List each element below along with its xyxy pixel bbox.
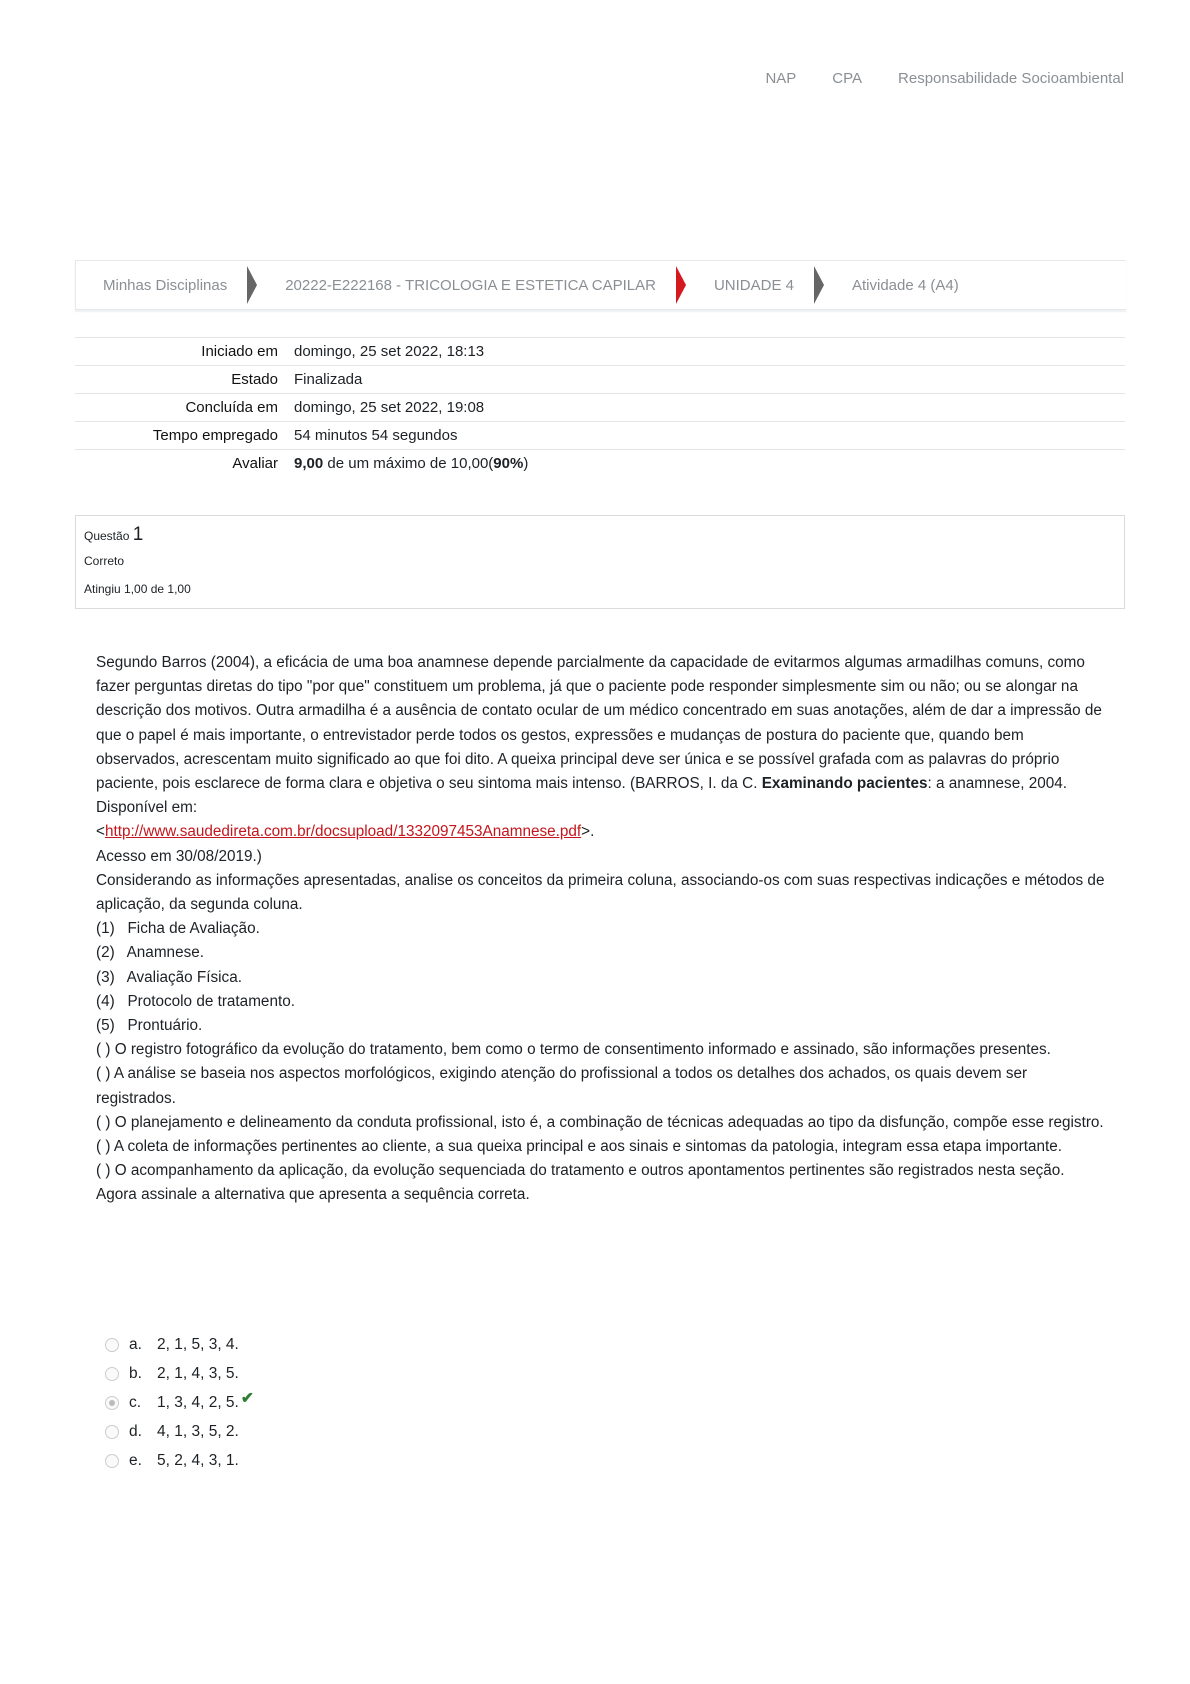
summary-row-state bbox=[75, 366, 1125, 394]
statement-item: ( ) O acompanhamento da aplicação, da evolução sequenciada do tratamento e outros apontamentos pertinentes são registrados nesta seção. bbox=[96, 1162, 1065, 1180]
radio-button[interactable] bbox=[105, 1425, 119, 1439]
label: Tempo empregado bbox=[75, 422, 286, 450]
gt: >. bbox=[581, 823, 595, 841]
option-letter: c. bbox=[129, 1393, 142, 1411]
breadcrumb-activity[interactable]: Atividade 4 (A4) bbox=[851, 276, 959, 294]
option-a[interactable] bbox=[105, 1330, 254, 1359]
grade: 9,00 bbox=[294, 455, 324, 472]
intro-paragraph bbox=[96, 651, 1106, 820]
option-e[interactable] bbox=[105, 1446, 254, 1475]
attempt-summary-table bbox=[75, 337, 1125, 477]
link-line bbox=[96, 820, 1106, 844]
answer-options bbox=[105, 1330, 254, 1475]
label: Avaliar bbox=[75, 450, 286, 478]
breadcrumb bbox=[75, 260, 1126, 310]
question-info-box bbox=[75, 515, 1125, 609]
option-text: 2, 1, 4, 3, 5. bbox=[157, 1364, 239, 1382]
option-b[interactable] bbox=[105, 1359, 254, 1388]
summary-row-started bbox=[75, 338, 1125, 366]
lt: < bbox=[96, 823, 105, 841]
option-c[interactable] bbox=[105, 1388, 254, 1417]
summary-row-completed bbox=[75, 394, 1125, 422]
question-num: 1 bbox=[132, 524, 144, 545]
breadcrumb-minhas-disciplinas[interactable]: Minhas Disciplinas bbox=[103, 276, 228, 294]
correct-check-icon: ✔ bbox=[240, 1390, 254, 1407]
grade-max: de um máximo de 10,00( bbox=[323, 455, 494, 472]
top-nav bbox=[765, 70, 1124, 87]
radio-button[interactable] bbox=[105, 1454, 119, 1468]
concept-item: (4) Protocolo de tratamento. bbox=[96, 992, 295, 1010]
breadcrumb-separator-icon bbox=[676, 266, 686, 304]
option-letter: a. bbox=[129, 1335, 142, 1353]
option-text: 1, 3, 4, 2, 5. bbox=[157, 1393, 239, 1411]
label: Iniciado em bbox=[75, 338, 286, 366]
citation: : a anamnese, 2004. Disponível em: bbox=[96, 775, 1067, 817]
statement-item: ( ) O planejamento e delineamento da conduta profissional, isto é, a combinação de técnicas adequadas ao tipo da disfunção, compõe esse registro. bbox=[96, 1113, 1104, 1131]
value: 54 minutos 54 segundos bbox=[286, 422, 1125, 450]
question-status: Correto bbox=[84, 554, 125, 568]
nav-link-responsabilidade[interactable]: Responsabilidade Socioambiental bbox=[898, 70, 1124, 87]
intro: Segundo Barros (2004), a eficácia de uma boa anamnese depende parcialmente da capacidade de evitarmos algumas armadilhas comuns, como fazer perguntas diretas do tipo "por que" constituem um problema, já que o paciente pode responder simplesmente sim ou não; ou se alongar na descrição dos motivos. Outra armadilha é a ausência de contato ocular de um médico concentrado em suas anotações, além de dar a impressão de que o papel é mais importante, o entrevistador perde todos os gestos, expressões e mudanças de postura do paciente que, quando bem observados, acrescentam muito significado ao que foi dito. A queixa principal deve ser única e se possível grafada com as palavras do próprio paciente, pois esclarece de forma clara e objetiva o seu sintoma mais intenso. (BARROS, I. da C. bbox=[96, 654, 1102, 793]
radio-button-selected[interactable] bbox=[105, 1396, 119, 1410]
value: domingo, 25 set 2022, 19:08 bbox=[286, 394, 1125, 422]
value: Finalizada bbox=[286, 366, 1125, 394]
option-d[interactable] bbox=[105, 1417, 254, 1446]
concept-item: (5) Prontuário. bbox=[96, 1017, 203, 1035]
concept-item: (3) Avaliação Física. bbox=[96, 968, 242, 986]
label: Concluída em bbox=[75, 394, 286, 422]
nav-link-cpa[interactable]: CPA bbox=[832, 70, 863, 87]
breadcrumb-separator-icon bbox=[814, 266, 824, 304]
nav-link-nap[interactable]: NAP bbox=[765, 70, 797, 87]
question-text bbox=[96, 651, 1106, 1208]
label: Estado bbox=[75, 366, 286, 394]
radio-button[interactable] bbox=[105, 1367, 119, 1381]
option-text: 5, 2, 4, 3, 1. bbox=[157, 1451, 239, 1469]
statement-item: ( ) O registro fotográfico da evolução do tratamento, bem como o termo de consentimento informado e assinado, são informações presentes. bbox=[96, 1041, 1051, 1059]
statement-item: ( ) A coleta de informações pertinentes ao cliente, a sua queixa principal e aos sinais e sintomas da patologia, integram essa etapa importante. bbox=[96, 1138, 1062, 1156]
question-number bbox=[84, 524, 143, 546]
concept-item: (2) Anamnese. bbox=[96, 944, 204, 962]
summary-row-time bbox=[75, 422, 1125, 450]
statement-item: ( ) A análise se baseia nos aspectos morfológicos, exigindo atenção do profissional a todos os detalhes dos achados, os quais devem ser registrados. bbox=[96, 1065, 1028, 1107]
book-title: Examinando pacientes bbox=[761, 775, 928, 793]
breadcrumb-separator-icon bbox=[247, 266, 257, 304]
concept-item: (1) Ficha de Avaliação. bbox=[96, 920, 260, 938]
breadcrumb-course[interactable]: 20222-E222168 - TRICOLOGIA E ESTETICA CAPILAR bbox=[285, 276, 656, 294]
option-text: 2, 1, 5, 3, 4. bbox=[157, 1335, 239, 1353]
grade-close: ) bbox=[523, 455, 529, 472]
value bbox=[286, 450, 1125, 478]
prompt: Agora assinale a alternativa que apresenta a sequência correta. bbox=[96, 1186, 530, 1204]
option-text: 4, 1, 3, 5, 2. bbox=[157, 1422, 239, 1440]
value: domingo, 25 set 2022, 18:13 bbox=[286, 338, 1125, 366]
option-letter: d. bbox=[129, 1422, 142, 1440]
grade-percent: 90% bbox=[493, 455, 524, 472]
question-label: Questão bbox=[84, 529, 130, 543]
question-mark: Atingiu 1,00 de 1,00 bbox=[84, 582, 191, 596]
radio-button[interactable] bbox=[105, 1338, 119, 1352]
option-letter: b. bbox=[129, 1364, 142, 1382]
option-letter: e. bbox=[129, 1451, 142, 1469]
access-date: Acesso em 30/08/2019.) bbox=[96, 847, 262, 865]
summary-row-grade bbox=[75, 450, 1125, 478]
breadcrumb-unit[interactable]: UNIDADE 4 bbox=[713, 276, 794, 294]
instruction: Considerando as informações apresentadas, analise os conceitos da primeira coluna, associando-os com suas respectivas indicações e métodos de aplicação, da segunda coluna. bbox=[96, 871, 1105, 914]
source-link[interactable]: http://www.saudedireta.com.br/docsupload/1332097453Anamnese.pdf bbox=[104, 823, 582, 841]
